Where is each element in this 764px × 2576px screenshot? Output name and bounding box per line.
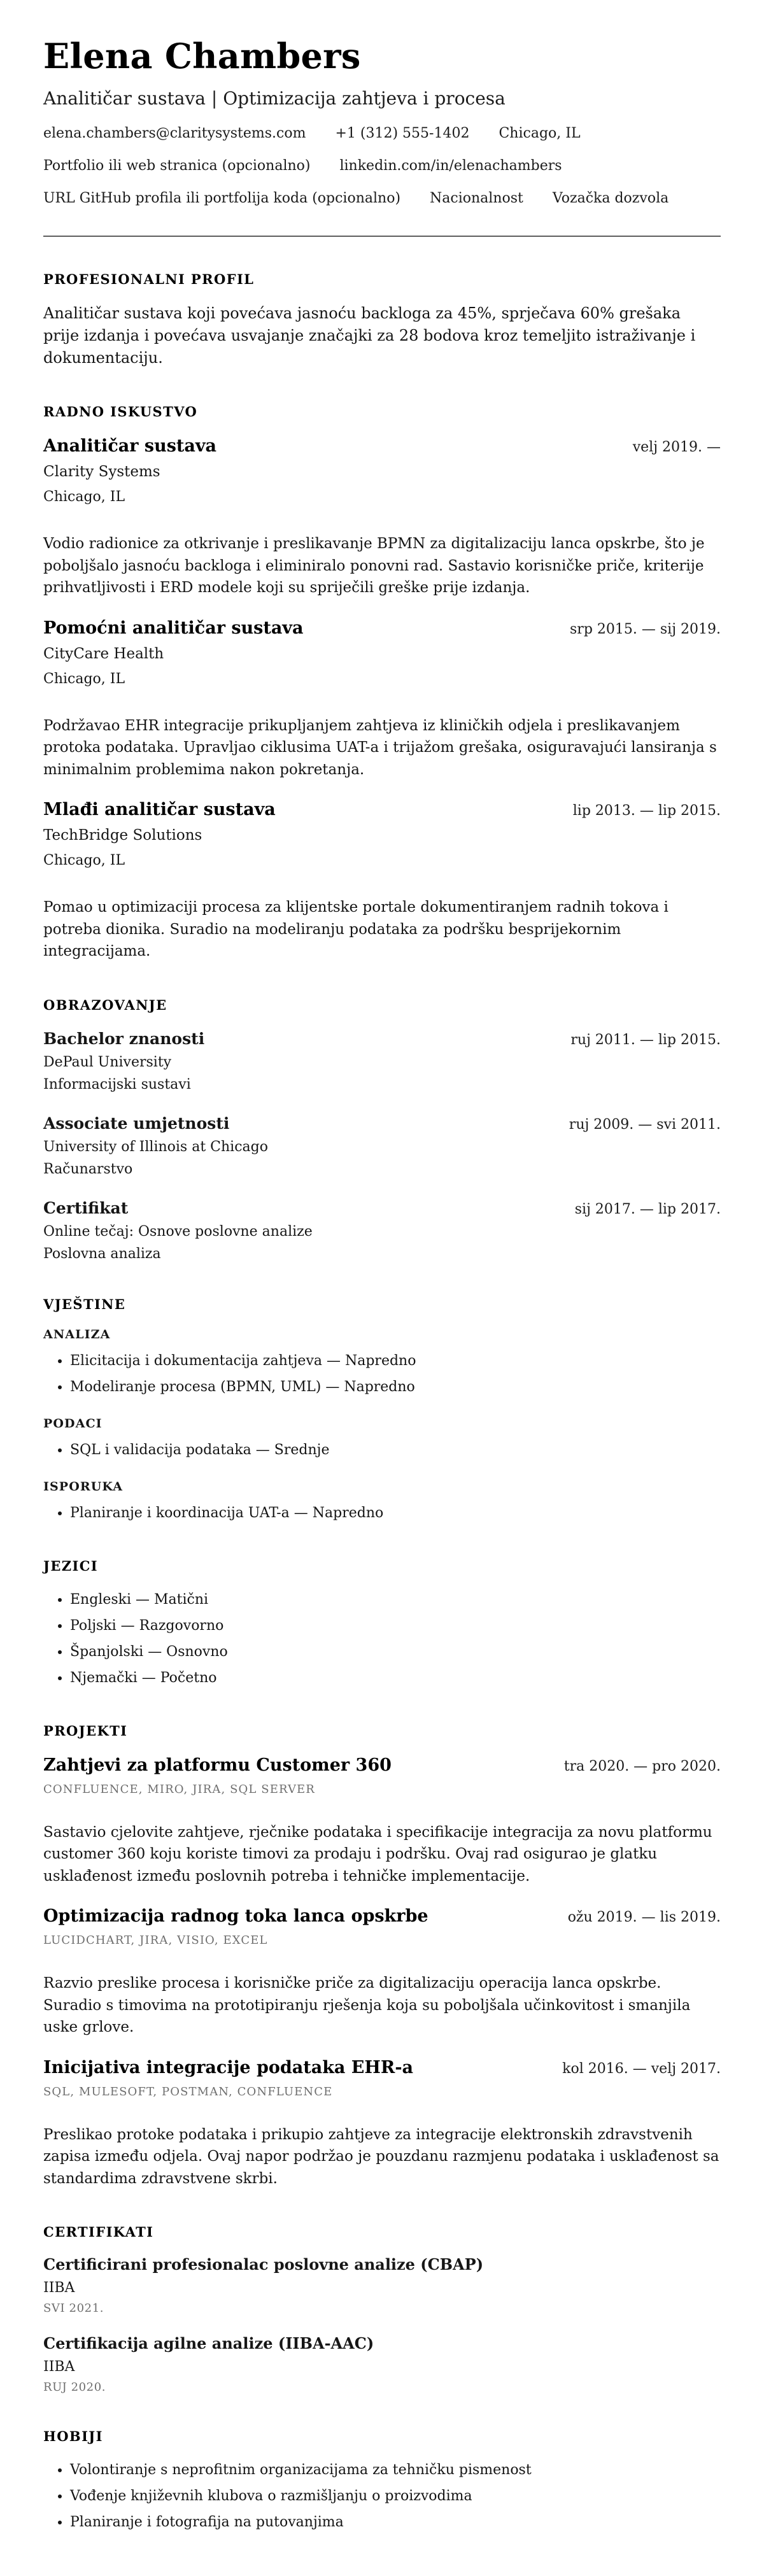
education-title-row — [43, 1030, 721, 1048]
language-item: • Engleski — Matični — [70, 1589, 721, 1610]
nationality-label: Nacionalnost — [430, 190, 523, 206]
skill-list — [43, 1503, 721, 1524]
email-text: elena.chambers@claritysystems.com — [43, 125, 306, 141]
project-title: Optimizacija radnog toka lanca opskrbe — [43, 1906, 428, 1927]
github-placeholder-text: URL GitHub profila ili portfolija koda (opcionalno) — [43, 190, 401, 206]
education-dates: ruj 2009. — svi 2011. — [569, 1116, 721, 1133]
skill-group-data — [43, 1417, 721, 1461]
skill-list — [43, 1350, 721, 1398]
job-location: Chicago, IL — [43, 489, 125, 506]
contact-row-3 — [43, 190, 721, 206]
header-divider — [43, 236, 721, 237]
project-tools: SQL, MULESOFT, POSTMAN, CONFLUENCE — [43, 2084, 333, 2098]
education-dates: sij 2017. — lip 2017. — [574, 1201, 721, 1217]
job-entry — [43, 436, 721, 599]
skill-list — [43, 1440, 721, 1461]
job-company: TechBridge Solutions — [43, 827, 202, 844]
skill-item: • Modeliranje procesa (BPMN, UML) — Napredno — [70, 1376, 721, 1398]
job-description: Pomao u optimizaciji procesa za klijentske portale dokumentiranjem radnih tokova i potreba dionika. Suradio na modeliranju podataka za podršku besprijekornim integracijama. — [43, 899, 668, 960]
education-entry — [43, 1199, 721, 1262]
section-education — [43, 997, 721, 1262]
job-entry — [43, 618, 721, 781]
hobbies-heading: HOBIJI — [43, 2428, 103, 2445]
project-description: Sastavio cjelovite zahtjeve, rječnike podataka i specifikacije integracija za novu platformu customer 360 koju koriste timovi za prodaju i podršku. Ovaj rad osigurao je glatku usklađenost između poslovnih potreba i tehničke implementacije. — [43, 1823, 712, 1885]
job-entry — [43, 800, 721, 963]
certificate-issuer: IIBA — [43, 2280, 75, 2296]
education-heading: OBRAZOVANJE — [43, 996, 167, 1013]
section-certificates — [43, 2224, 721, 2394]
certificate-date: SVI 2021. — [43, 2302, 104, 2316]
certificate-date: RUJ 2020. — [43, 2381, 106, 2395]
job-company: Clarity Systems — [43, 464, 160, 481]
skill-item: • Elicitacija i dokumentacija zahtjeva — Napredno — [70, 1350, 721, 1371]
education-school: Online tečaj: Osnove poslovne analize — [43, 1223, 313, 1240]
project-entry — [43, 1755, 721, 1888]
skill-group-delivery — [43, 1480, 721, 1524]
project-title-row — [43, 1906, 721, 1926]
education-field: Informacijski sustavi — [43, 1076, 191, 1093]
project-title-row — [43, 2058, 721, 2077]
education-degree: Bachelor znanosti — [43, 1029, 205, 1048]
hobby-list — [43, 2459, 721, 2533]
education-dates: ruj 2011. — lip 2015. — [570, 1031, 721, 1048]
education-entry — [43, 1114, 721, 1177]
hobby-item: • Vođenje književnih klubova o razmišljanju o proizvodima — [70, 2486, 721, 2507]
job-dates: velj 2019. — — [632, 439, 721, 456]
skill-item: • SQL i validacija podataka — Srednje — [70, 1440, 721, 1461]
contact-row-2 — [43, 158, 721, 174]
project-tools: CONFLUENCE, MIRO, JIRA, SQL SERVER — [43, 1782, 315, 1796]
job-title-row — [43, 800, 721, 819]
project-entry — [43, 1906, 721, 2039]
hobby-item: • Planiranje i fotografija na putovanjima — [70, 2512, 721, 2533]
job-dates: srp 2015. — sij 2019. — [570, 621, 721, 637]
project-title-row — [43, 1755, 721, 1775]
certificate-issuer: IIBA — [43, 2359, 75, 2375]
certificate-name: Certificirani profesionalac poslovne analize (CBAP) — [43, 2255, 484, 2274]
skill-group-analysis — [43, 1327, 721, 1398]
location-text: Chicago, IL — [499, 125, 581, 141]
projects-heading: PROJEKTI — [43, 1722, 128, 1739]
skills-heading: VJEŠTINE — [43, 1296, 126, 1312]
certificate-name: Certifikacija agilne analize (IIBA-AAC) — [43, 2334, 374, 2353]
project-dates: kol 2016. — velj 2017. — [562, 2060, 721, 2077]
section-hobbies — [43, 2428, 721, 2533]
language-item: • Poljski — Razgovorno — [70, 1615, 721, 1636]
linkedin-text: linkedin.com/in/elenachambers — [339, 158, 562, 174]
education-title-row — [43, 1199, 721, 1217]
resume-header — [43, 36, 721, 206]
job-company: CityCare Health — [43, 645, 164, 662]
project-entry — [43, 2058, 721, 2190]
education-field: Računarstvo — [43, 1161, 133, 1177]
hobby-item: • Volontiranje s neprofitnim organizacijama za tehničku pismenost — [70, 2459, 721, 2480]
section-experience — [43, 404, 721, 963]
education-title-row — [43, 1114, 721, 1133]
education-degree: Associate umjetnosti — [43, 1114, 230, 1133]
section-projects — [43, 1723, 721, 2190]
languages-heading: JEZICI — [43, 1557, 99, 1574]
skill-group-heading: ISPORUKA — [43, 1479, 124, 1494]
education-school: University of Illinois at Chicago — [43, 1138, 268, 1155]
section-profile — [43, 271, 721, 369]
portfolio-placeholder-text: Portfolio ili web stranica (opcionalno) — [43, 158, 311, 174]
job-title: Pomoćni analitičar sustava — [43, 618, 304, 638]
certificate-entry — [43, 2334, 721, 2394]
project-title: Inicijativa integracije podataka EHR-a — [43, 2057, 414, 2077]
education-field: Poslovna analiza — [43, 1245, 161, 1262]
project-description: Preslikao protoke podataka i prikupio zahtjeve za integracije elektronskih zdravstvenih zapisa između odjela. Ovaj napor podržao je pouzdanu razmjenu podataka i usklađenost sa standardima zdravstvene skrbi. — [43, 2126, 719, 2187]
language-list — [43, 1589, 721, 1688]
job-title: Analitičar sustava — [43, 436, 217, 456]
language-item: • Španjolski — Osnovno — [70, 1641, 721, 1662]
job-title-row — [43, 618, 721, 638]
section-skills — [43, 1296, 721, 1524]
skill-item: • Planiranje i koordinacija UAT-a — Napredno — [70, 1503, 721, 1524]
profile-heading: PROFESIONALNI PROFIL — [43, 271, 255, 287]
project-dates: tra 2020. — pro 2020. — [563, 1758, 721, 1774]
job-title: Mlađi analitičar sustava — [43, 800, 276, 820]
person-name: Elena Chambers — [43, 36, 361, 76]
section-languages — [43, 1558, 721, 1688]
language-item: • Njemački — Početno — [70, 1667, 721, 1688]
experience-heading: RADNO ISKUSTVO — [43, 404, 198, 420]
certificate-entry — [43, 2255, 721, 2315]
education-entry — [43, 1030, 721, 1093]
job-description: Podržavao EHR integracije prikupljanjem zahtjeva iz kliničkih odjela i preslikavanjem protoka podataka. Upravljao ciklusima UAT-a i trijažom grešaka, osiguravajući lansiranja s minimalnim problemima nakon pokretanja. — [43, 717, 717, 778]
education-school: DePaul University — [43, 1054, 172, 1070]
project-dates: ožu 2019. — lis 2019. — [567, 1909, 721, 1926]
job-dates: lip 2013. — lip 2015. — [572, 803, 721, 819]
phone-text: +1 (312) 555-1402 — [335, 125, 470, 141]
person-title: Analitičar sustava | Optimizacija zahtjeva i procesa — [43, 88, 506, 109]
skill-group-heading: PODACI — [43, 1416, 103, 1431]
certificates-heading: CERTIFIKATI — [43, 2224, 154, 2240]
skill-group-heading: ANALIZA — [43, 1327, 111, 1341]
job-location: Chicago, IL — [43, 670, 125, 687]
driving-license-label: Vozačka dozvola — [552, 190, 669, 206]
contact-row-1 — [43, 125, 721, 141]
education-degree: Certifikat — [43, 1198, 129, 1217]
project-title: Zahtjevi za platformu Customer 360 — [43, 1755, 392, 1775]
job-location: Chicago, IL — [43, 853, 125, 869]
job-description: Vodio radionice za otkrivanje i preslikavanje BPMN za digitalizaciju lanca opskrbe, što je poboljšalo jasnoću backloga i eliminiralo ponovni rad. Sastavio korisničke priče, kriterije prihvatljivosti i ERD modele koji su spriječili greške prije izdanja. — [43, 535, 705, 597]
job-title-row — [43, 436, 721, 456]
project-description: Razvio preslike procesa i korisničke priče za digitalizaciju operacija lanca opskrbe. Suradio s timovima na prototipiranju rješenja koja su poboljšala učinkovitost i smanjila uske grlove. — [43, 1975, 691, 2036]
project-tools: LUCIDCHART, JIRA, VISIO, EXCEL — [43, 1934, 268, 1948]
profile-summary-text: Analitičar sustava koji povećava jasnoću backloga za 45%, sprječava 60% grešaka prije izdanja i povećava usvajanje značajki za 28 bodova kroz temeljito istraživanje i dokumentaciju. — [43, 304, 696, 367]
